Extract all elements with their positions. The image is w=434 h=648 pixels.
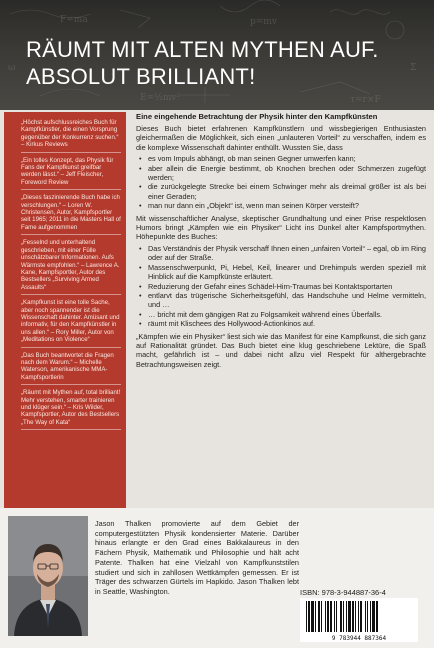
header-banner [0, 0, 434, 110]
review-quote: „Das Buch beantwortet die Fragen nach dem Warum.“ – Michelle Waterson, amerikanische MMA-Kampfsportlerin [21, 352, 121, 386]
review-quote: „Ein tolles Konzept, das Physik für Fans der Kampfkunst greifbar werden lässt.“ – Jeff Fleischer, Foreword Review [21, 157, 121, 191]
list-item: • entlarvt das trügerische Sicherheitsgefühl, das Handschuhe und Helme vermitteln, und … [136, 291, 426, 310]
intro-paragraph: Dieses Buch bietet erfahrenen Kampfkünstlern und wissbegierigen Enthusiasten gleichermaßen die Möglichkeit, sich einen „unlauteren Vorteil“ zu verschaffen, indem es die komplexe Wissenschaft dahinter enthüllt. Wussten Sie, dass [136, 124, 426, 152]
author-bio: Jason Thalken promovierte auf dem Gebiet der computergestützten Physik kondensierter Materie. Darüber hinaus erlangte er den Grad eines Bakkalaureus in den Fächern Physik, Mathematik und Philosophie und hält acht Patente. Thalken hat eine Vielzahl von Kampfkunststilen studiert und sich in zahllosen Wettkämpfen gemessen. Er ist Träger des schwarzen Gürtels im Hapkido. Jason Thalken lebt in Seattle, Washington. [95, 519, 299, 596]
facts-list [136, 154, 426, 210]
description-title: Eine eingehende Betrachtung der Physik hinter den Kampfkünsten [136, 112, 378, 121]
review-quote: „Kampfkunst ist eine tolle Sache, aber noch spannender ist die Wissenschaft dahinter. Amüsant und informativ, für den Kampfkünstler in uns allen.“ – Rory Miller, Autor von „Meditations on Violence“ [21, 299, 121, 347]
list-item: • … bricht mit dem gängigen Rat zu Folgsamkeit während eines Überfalls. [136, 310, 426, 319]
headline-line-2: ABSOLUT BRILLIANT! [26, 64, 256, 89]
svg-text:ω: ω [8, 63, 16, 73]
list-item: • Massenschwerpunkt, Pi, Hebel, Keil, linearer und Drehimpuls werden speziell mit Hinblick auf die Kampfkünste erläutert. [136, 263, 426, 282]
barcode-icon [300, 598, 418, 642]
closing-paragraph: „Kämpfen wie ein Physiker“ liest sich wie das Manifest für eine Kampfkunst, die sich ganz auf Rationalität gründet. Das Buch bietet eine klug geschriebene Lektüre, die Spaß macht, gefährlich ist – und dabei nicht allzu viel Respekt für althergebrachte Betrachtungsweisen zeigt. [136, 331, 426, 369]
list-item: • Reduzierung der Gefahr eines Schädel-Hirn-Traumas bei Kontaktsportarten [136, 282, 426, 291]
highlights-list [136, 244, 426, 329]
svg-text:F=ma: F=ma [60, 15, 88, 25]
svg-text:τ=r×F: τ=r×F [350, 95, 381, 105]
list-item: • man nur dann ein „Objekt“ ist, wenn man seinen Körper versteift? [136, 201, 426, 210]
list-item: • es vom Impuls abhängt, ob man seinen Gegner umwerfen kann; [136, 154, 426, 163]
review-quote: „Räumt mit Mythen auf, total brilliant! Mehr verstehen, smarter trainieren und klüger sein.“ – Kris Wilder, Kampfsportler, Autor des Bestsellers „The Way of Kata“ [21, 389, 121, 430]
svg-text:Σ: Σ [410, 63, 417, 73]
svg-text:E=½mv²: E=½mv² [140, 93, 181, 103]
author-portrait-illustration [8, 516, 88, 636]
headline-line-1: RÄUMT MIT ALTEN MYTHEN AUF. [26, 37, 379, 62]
middle-paragraph: Mit wissenschaftlicher Analyse, skeptischer Grundhaltung und einer Prise respektlosen Humors bringt „Kämpfen wie ein Physiker“ Licht ins Dunkel alter Kampfsportmythen. Höhepunkte des Buches: [136, 213, 426, 242]
headline [26, 36, 379, 90]
svg-text:p=mv: p=mv [250, 17, 277, 27]
author-photo [8, 516, 88, 636]
list-item: • räumt mit Klischees des Hollywood-Actionkinos auf. [136, 319, 426, 328]
list-item: • Das Verständnis der Physik verschaff Ihnen einen „unfairen Vorteil“ – egal, ob im Ring oder auf der Straße. [136, 244, 426, 263]
main-description [136, 112, 426, 371]
review-quotes [21, 119, 121, 434]
list-item: • die zurückgelegte Strecke bei einem Schwinger mehr als dreimal größer ist als bei einer Geraden; [136, 182, 426, 201]
review-quote: „Dieses faszinierende Buch habe ich verschlungen.“ – Loren W. Christensen, Autor, Kampfsportler seit 1965; 2011 in die Masters Hall of Fame aufgenommen [21, 194, 121, 235]
list-item: • aber allein die Energie bestimmt, ob Knochen brechen oder Schmerzen zugefügt werden; [136, 164, 426, 183]
barcode-digits: 9 783944 887364 [331, 635, 387, 642]
isbn-label: ISBN: 978-3-944887-36-4 [300, 588, 386, 597]
review-quote: „Fesselnd und unterhaltend geschrieben, mit einer Fülle unschätzbarer Informationen. Aufs Wärmste empfohlen.“ – Lawrence A. Kane, Kampfsportler, Autor des Bestsellers „Surviving Armed Assaults“ [21, 239, 121, 295]
review-quote: „Höchst aufschlussreiches Buch für Kampfkünstler, die einen Vorsprung gegenüber der Konkurrenz suchen.“ – Kirkus Reviews [21, 119, 121, 153]
